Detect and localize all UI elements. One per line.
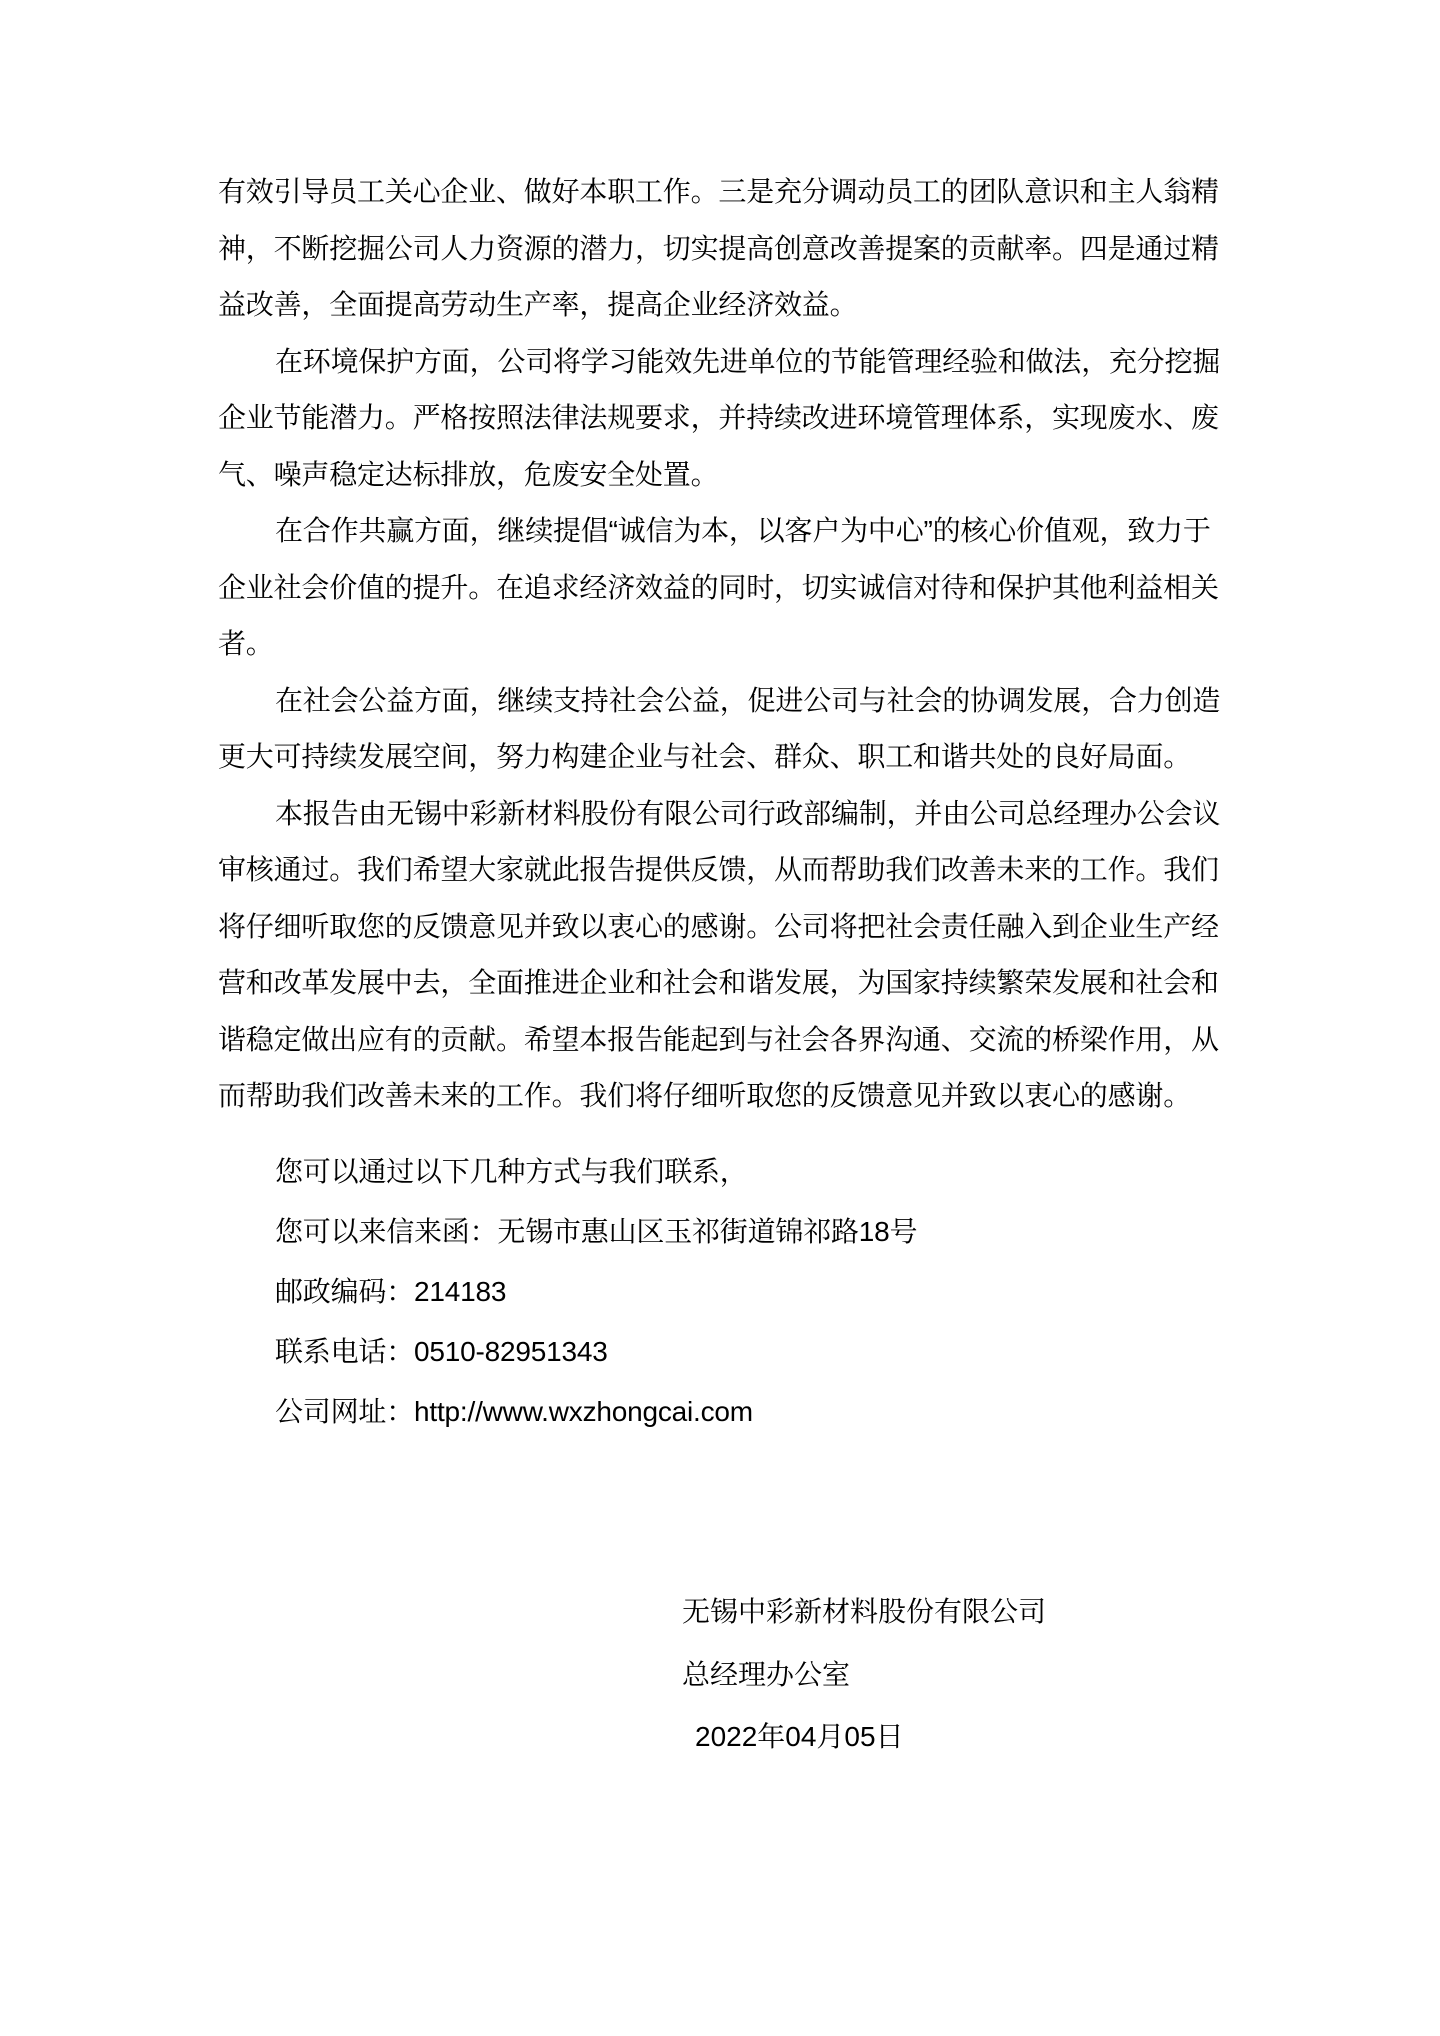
postal-code-value: 214183 (414, 1276, 507, 1307)
signature-block (682, 1581, 1046, 1769)
body-text-line: 审核通过。我们希望大家就此报告提供反馈，从而帮助我们改善未来的工作。我们 (218, 854, 1219, 885)
body-text-line: 有效引导员工关心企业、做好本职工作。三是充分调动员工的团队意识和主人翁精 (218, 176, 1219, 207)
website-value: http://www.wxzhongcai.com (414, 1396, 753, 1427)
signature-company: 无锡中彩新材料股份有限公司 (682, 1596, 1047, 1627)
body-text-line: 谐稳定做出应有的贡献。希望本报告能起到与社会各界沟通、交流的桥梁作用，从 (218, 1023, 1219, 1055)
website-label: 公司网址： (275, 1396, 415, 1427)
phone-line (218, 1322, 917, 1382)
body-text-line: 益改善，全面提高劳动生产率，提高企业经济效益。 (218, 289, 858, 320)
body-text-line: 者。 (218, 628, 274, 659)
contact-address-value: 无锡市惠山区玉祁街道锦祁路18号 (497, 1216, 918, 1247)
body-text-line: 在社会公益方面，继续支持社会公益，促进公司与社会的协调发展，合力创造 (275, 684, 1221, 716)
phone-label: 联系电话： (275, 1336, 415, 1367)
postal-code-line (218, 1262, 917, 1322)
body-text-line: 而帮助我们改善未来的工作。我们将仔细听取您的反馈意见并致以衷心的感谢。 (218, 1080, 1192, 1111)
postal-code-label: 邮政编码： (275, 1276, 415, 1307)
body-text-line: 企业社会价值的提升。在追求经济效益的同时，切实诚信对待和保护其他利益相关 (218, 571, 1219, 603)
signature-department: 总经理办公室 (682, 1658, 851, 1690)
body-text-line: 营和改革发展中去，全面推进企业和社会和谐发展，为国家持续繁荣发展和社会和 (218, 967, 1219, 998)
contact-intro-text: 您可以通过以下几种方式与我们联系， (275, 1156, 748, 1187)
body-text-line: 企业节能潜力。严格按照法律法规要求，并持续改进环境管理体系，实现废水、废 (218, 402, 1219, 433)
contact-address-label: 您可以来信来函： (275, 1216, 498, 1247)
body-text-line: 神，不断挖掘公司人力资源的潜力，切实提高创意改善提案的贡献率。四是通过精 (218, 232, 1219, 264)
contact-block (218, 1142, 917, 1442)
document-body (218, 164, 1230, 1125)
phone-value: 0510-82951343 (414, 1336, 608, 1367)
website-line (218, 1382, 917, 1442)
body-text-line: 本报告由无锡中彩新材料股份有限公司行政部编制，并由公司总经理办公会议 (275, 797, 1221, 829)
body-text-line: 更大可持续发展空间，努力构建企业与社会、群众、职工和谐共处的良好局面。 (218, 741, 1192, 772)
contact-address-line (218, 1202, 917, 1262)
signature-date: 2022年04月05日 (695, 1721, 904, 1752)
body-text-line: 在环境保护方面，公司将学习能效先进单位的节能管理经验和做法，充分挖掘 (275, 345, 1221, 377)
body-text-line: 在合作共赢方面，继续提倡“诚信为本，以客户为中心”的核心价值观，致力于 (275, 515, 1211, 546)
body-text-line: 气、噪声稳定达标排放，危废安全处置。 (218, 458, 719, 490)
contact-intro-line (218, 1142, 917, 1202)
body-text-line: 将仔细听取您的反馈意见并致以衷心的感谢。公司将把社会责任融入到企业生产经 (218, 910, 1219, 942)
